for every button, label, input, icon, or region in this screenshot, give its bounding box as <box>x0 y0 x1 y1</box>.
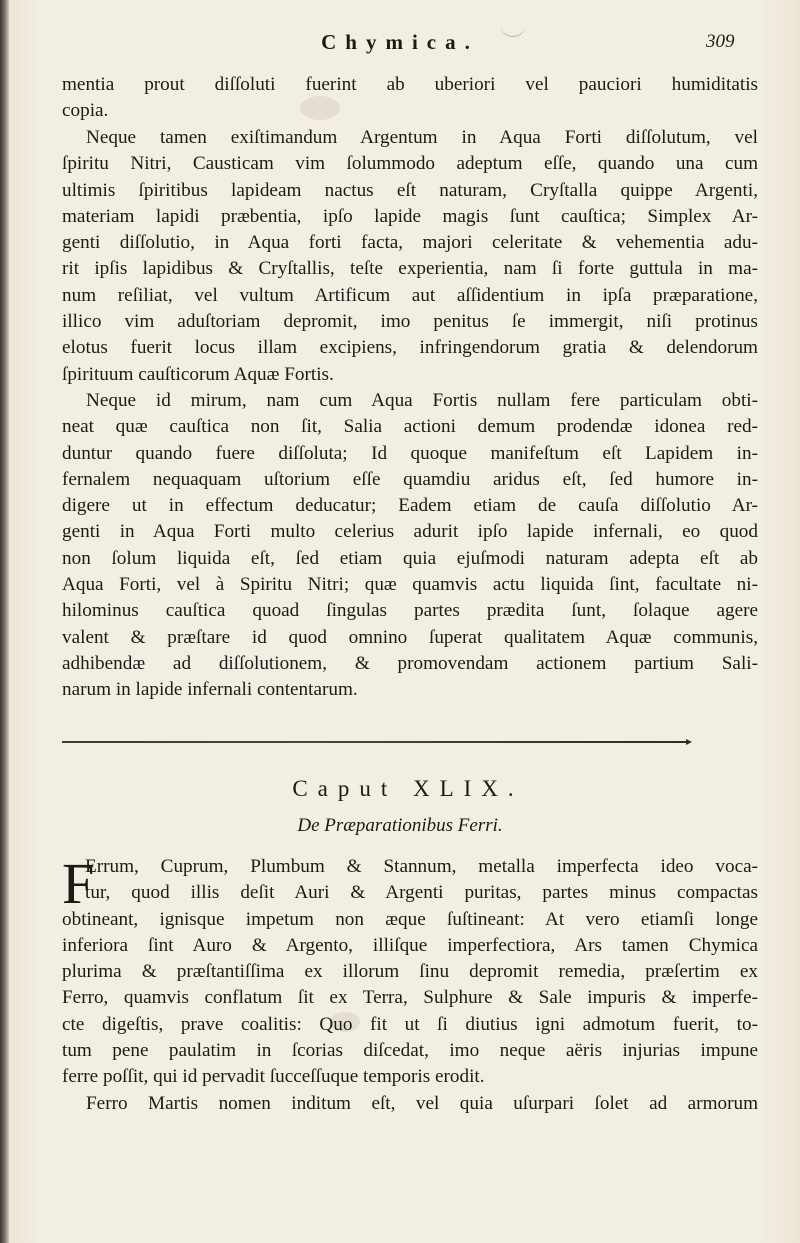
text-line: ferre poſſit, qui id pervadit ſucceſſuque temporis erodit. <box>62 1066 485 1088</box>
text-line: Ferro Martis nomen inditum eſt, vel quia uſurpari ſolet ad armorum <box>86 1092 758 1114</box>
section-divider-end <box>686 739 692 745</box>
text-line: adhibendæ ad diſſolutionem, & promovendam actionem partium Sali- <box>62 652 758 674</box>
text-line: tum pene paulatim in ſcorias diſcedat, imo neque aëris injurias impune <box>62 1040 758 1062</box>
text-line: ſpiritu Nitri, Causticam vim ſolummodo adeptum eſſe, quando una cum <box>62 153 758 175</box>
text-line: illico vim aduſtoriam depromit, imo penitus ſe immergit, niſi protinus <box>62 311 758 333</box>
text-line: digere ut in effectum deducatur; Eadem etiam de cauſa diſſolutio Ar- <box>62 495 758 517</box>
chapter-heading: Caput XLIX. <box>292 776 524 801</box>
paragraph <box>62 851 758 1117</box>
text-line: Errum, Cuprum, Plumbum & Stannum, metalla imperfecta ideo voca- <box>85 856 758 877</box>
text-line: rit ipſis lapidibus & Cryſtallis, teſte experientia, nam ſi forte guttula in ma- <box>62 258 758 280</box>
page-number: 309 <box>706 31 735 52</box>
chapter-subtitle: De Præparationibus Ferri. <box>297 815 503 836</box>
text-line: narum in lapide infernali contentarum. <box>62 679 358 701</box>
text-line: Aqua Forti, vel à Spiritu Nitri; quæ quamvis actu liquida ſint, facultate ni- <box>62 574 758 596</box>
section-divider <box>62 741 688 743</box>
paragraph <box>62 125 758 388</box>
text-line: genti in Aqua Forti multo celerius adurit ipſo lapide infernali, eo quod <box>62 521 758 543</box>
paragraph <box>62 388 758 704</box>
text-line: cte digeſtis, prave coalitis: Quo fit ut ſi diutius igni admotum fuerit, to- <box>62 1013 758 1035</box>
text-line: Neque id mirum, nam cum Aqua Fortis nullam fere particulam obti- <box>86 390 758 411</box>
text-line: genti diſſolutio, in Aqua forti facta, majori celeritate & vehementia adu- <box>62 232 758 254</box>
text-line: hilominus cauſtica quoad ſingulas partes prædita ſunt, ſolaque agere <box>62 600 758 622</box>
running-title: Chymica. <box>321 30 479 54</box>
text-line: ultimis ſpiritibus lapideam nactus eſt naturam, Cryſtalla quippe Argenti, <box>62 179 758 201</box>
text-line: duntur quando fuere diſſoluta; Id quoque manifeſtum eſt Lapidem in- <box>62 442 758 464</box>
running-head <box>0 22 800 62</box>
text-line: non ſolum liquida eſt, ſed etiam quia ejuſmodi naturam adepta eſt ab <box>62 547 758 569</box>
text-line: mentia prout diſſoluti fuerint ab uberiori vel pauciori humiditatis <box>62 74 758 95</box>
page-gutter <box>0 0 9 1243</box>
text-line: plurima & præſtantiſſima ex illorum ſinu depromit remedia, præſertim ex <box>62 961 758 983</box>
text-line: Neque tamen exiſtimandum Argentum in Aqua Forti diſſolutum, vel <box>86 127 758 148</box>
text-line: valent & præſtare id quod omnino ſuperat qualitatem Aquæ communis, <box>62 626 758 648</box>
text-line: inferiora ſint Auro & Argento, illiſque imperfectiora, Ars tamen Chymica <box>62 934 758 956</box>
text-line: copia. <box>62 100 109 122</box>
text-line: materiam lapidi præbentia, ipſo lapide magis ſunt cauſtica; Simplex Ar- <box>62 205 758 227</box>
text-line: elotus fuerit locus illam excipiens, infringendorum gratia & delendorum <box>62 337 758 359</box>
paragraph-continuation <box>62 72 758 125</box>
text-line: neat quæ cauſtica non ſit, Salia actioni demum prodendæ idonea red- <box>62 416 758 438</box>
text-line: Ferro, quamvis conflatum ſit ex Terra, Sulphure & Sale impuris & imperfe- <box>62 987 758 1009</box>
text-line: obtineant, ignisque impetum non æque ſuſtineant: At vero etiamſi longe <box>62 908 758 930</box>
text-line: tur, quod illis deſit Auri & Argenti puritas, partes minus compactas <box>85 882 758 904</box>
text-line: fernalem nequaquam uſtorium eſſe quamdiu aridus eſt, ſed humore in- <box>62 468 758 490</box>
text-line: num reſiliat, vel vultum Artificum aut aſſidentium in ipſa præparatione, <box>62 284 758 306</box>
drop-cap: F <box>62 851 95 916</box>
text-line: ſpirituum cauſticorum Aquæ Fortis. <box>62 363 334 385</box>
